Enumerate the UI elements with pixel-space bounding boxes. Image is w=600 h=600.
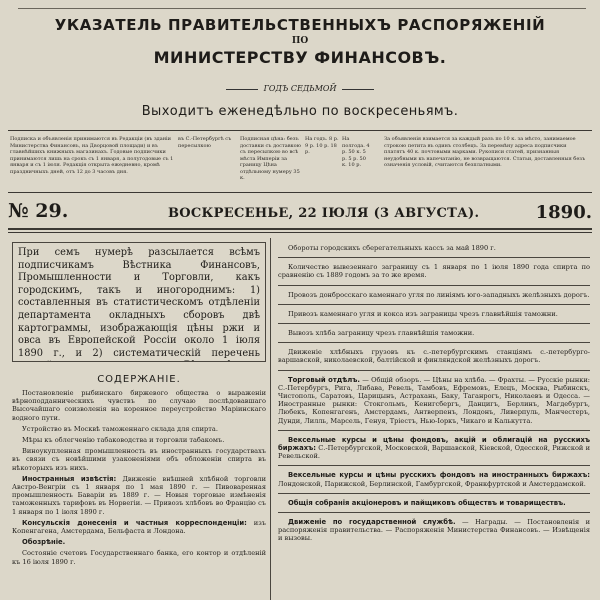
section-rule [278,342,590,343]
right-item-text: Провозъ донбросскаго каменнаго угля по линіямъ юго-западныхъ желѣзныхъ дорогъ. [288,290,590,299]
section-rule [278,285,590,286]
contents-item-text: Движеніе внѣшней хлѣбной торговли Австро-Венгріи съ 1 января по 1 мая 1890 г. — Пивоваренная промышленность Баваріи въ 1889 г. — Новыя торговые измѣненія таможенныхъ тарифовъ въ Норвегіи. — Привозъ хлѣбовъ во Францію съ 1 января по 1 іюля 1890 г. [12,474,266,516]
right-item-text: Вывозъ хлѣба заграницу чрезъ главнѣйшія таможни. [288,329,475,338]
contents-item [12,475,266,516]
issue-date: ВОСКРЕСЕНЬЕ, 22 ІЮЛЯ (3 АВГУСТА). [168,206,480,221]
contents-item [12,436,266,444]
right-item-heading: Вексельные курсы и цѣны фондовъ, акцій и облигацій на русскихъ биржахъ: [278,435,590,453]
rule-below-issue-thin [8,232,592,233]
right-column [278,244,590,547]
contents-item [12,447,266,472]
right-item-heading: Торговый отдѣлъ. [288,375,360,384]
masthead-po: ПО [291,36,309,46]
section-rule [278,323,590,324]
contents-item-heading: Консульскія донесенія и частныя корреспонденціи: [22,518,247,527]
masthead-title: УКАЗАТЕЛЬ ПРАВИТЕЛЬСТВЕННЫХЪ РАСПОРЯЖЕНІЙ [54,16,546,34]
right-item-text: С.-Петербургской, Московской, Варшавской, Кіевской, Одесской, Рижской и Ревельской. [278,444,590,461]
right-item [278,310,590,318]
subscription-block [8,134,592,190]
rule-above-subscription [8,130,592,131]
contents-item [12,425,266,433]
section-rule [278,257,590,258]
advert-terms: За объявленія взимается за каждый разъ по 10 к. за мѣсто, занимаемое строкою петита въ одинъ столбецъ. За перемѣну адреса подписчики платятъ 40 к. почтовыми марками. Рукописи статей, признанныя неудобными къ напечатанію, не возвращаются. Статьи, доставленныя безъ означенія условій, считаются безплатными. [384,136,586,168]
subscription-price-year: На годъ. 8 р. 9 р. 10 р. 18 р. [305,136,339,155]
right-item-text: Количество вывезеннаго заграницу съ 1 января по 1 іюля 1890 года спирта по сравненію съ 1889 годомъ за то же время. [278,263,590,280]
right-item [278,518,590,543]
rule-below-subscription [8,192,592,193]
subscription-price-half: На полгода. 4 р. 50 к. 5 р. 5 р. 50 к. 10 р. [342,136,370,168]
right-item-text: — Общій обзоръ. — Цѣны на хлѣба. — Фрахты. — Русскіе рынки: С.-Петербургъ, Рига, Либава, Ревель, Тамбовъ, Ефремовъ, Елецъ, Москва, Рыбинскъ, Чистополь, Саратовъ, Царицынъ, Астрахань, Баку, Таганрогъ, Николаевъ и Одесса. — Иностранные рынки: Стокгольмъ, Кенигсбергъ, Данцигъ, Берлинъ, Магдебургъ, Любекъ, Копенгагенъ, Амстердамъ, Антверпенъ, Лондонъ, Ливерпуль, Манчестеръ, Дунди, Лилль, Марсель, Генуя, Тріестъ, Нью-Іоркъ, Чикаго и Калькутта. [278,375,590,425]
rule-below-issue [8,228,592,230]
section-rule [278,493,590,494]
masthead-ministry: МИНИСТЕРСТВУ ФИНАНСОВЪ. [153,48,447,67]
right-item-heading: Вексельные курсы и цѣны русскихъ фондовъ на иностранныхъ биржахъ: [288,471,590,480]
right-item [278,376,590,425]
contents-item [12,389,266,422]
issue-line [8,198,592,226]
right-item-heading: Общія собранія акціонеровъ и пайщиковъ обществъ и товариществъ. [288,498,566,507]
section-rule [278,370,590,371]
right-item-text: Привозъ каменнаго угля и кокса изъ заграницы чрезъ главнѣйшія таможни. [288,309,558,318]
right-item [278,329,590,337]
subscription-city: въ С.-Петербургѣ съ пересылкою [178,136,232,149]
right-item [278,471,590,487]
top-rule [18,8,586,9]
column-divider [270,238,271,600]
left-column [12,242,266,569]
section-rule [278,512,590,513]
right-item-text: Движеніе хлѣбныхъ грузовъ къ с.-петербургскимъ станціямъ с.-петербурго-варшавской, николаевской, балтійской и финляндской желѣзныхъ дорогъ. [278,348,590,365]
contents-item-text: изъ Копенгагена, Амстердама, Бельфаста и Лондона. [12,518,266,536]
issue-year: 1890. [535,202,592,223]
right-item-text: — Награды. — Постановленія и распоряженія правительства. — Распоряженія Министерства Финансовъ. — Извѣщенія и вызовы. [278,518,590,543]
contents-list [12,389,266,566]
right-item [278,263,590,279]
section-rule [278,430,590,431]
issue-number: № 29. [8,200,69,222]
right-item [278,291,590,299]
masthead-year: ГОДЪ СЕДЬМОЙ [0,84,600,93]
subscription-price-labels: Подписная цѣна: безъ доставки съ доставкою съ пересылкою во всѣ мѣста Имперіи за границу Цѣна отдѣльному нумеру 35 к. [240,136,302,181]
subscription-info: Подписка и объявленія принимаются въ Редакціи (въ зданіи Министерства Финансовъ, на Дворцовой площади) и въ главнѣйшихъ книжныхъ магазинахъ. Годовые подписчики принимаются лишь на срокъ съ 1 января, а полугодовые съ 1 января и съ 1 іюля. Редакція открыта ежедневно, кромѣ праздничныхъ дней, отъ 12 до 3 часовъ дня. [10,136,174,175]
contents-item-heading: Иностранныя извѣстія: [22,474,117,483]
contents-heading: СОДЕРЖАНІЕ. [97,374,181,385]
section-rule [278,465,590,466]
contents-item-text: Постановленіе рыбинскаго биржевого общества о выраженіи вѣрноподданническихъ чувствъ по случаю послѣдовавшаго Высочайшаго соизволенія на коренное переустройство Маріинскаго водного пути. [12,389,266,422]
contents-item [12,519,266,535]
contents-item [12,549,266,565]
right-item [278,244,590,252]
contents-item-text: Устройство въ Москвѣ таможеннаго склада для спирта. [22,424,218,433]
right-item [278,348,590,364]
contents-item-text: Мѣры къ облегченію табаководства и торговли табакомъ. [22,436,225,445]
right-item-heading: Движеніе по государственной службѣ. [288,518,456,527]
right-item [278,436,590,461]
contents-item-text: Состояніе счетовъ Государственнаго банка, его контор и отдѣленій къ 16 іюля 1890 г. [12,549,266,566]
contents-item-text: Виноукупленная промышленность въ иностранныхъ государствахъ въ связи съ новѣйшими узаконеніями объ обложеніи спирта въ нѣкоторыхъ изъ нихъ. [12,447,266,472]
masthead-weekly: Выходитъ еженедѣльно по воскресеньямъ. [141,104,459,119]
right-item [278,499,590,507]
right-item-text: Лондонской, Парижской, Берлинской, Гамбургской, Франкфуртской и Амстердамской. [278,479,586,488]
supplement-notice: При семъ нумерѣ разсылается всѣмъ подписчикамъ Вѣстника Финансовъ, Промышленности и Торговли, какъ городскимъ, такъ и иногороднимъ: 1) составленныя въ статистическомъ отдѣленіи департамента окладныхъ сборовъ двѣ картограммы, изображающія цѣны ржи и овса въ Европейской Россіи около 1 іюля 1890 г., и 2) систематическій перечень [12,242,266,362]
contents-item [12,538,266,546]
right-item-text: Обороты городскихъ сберегательныхъ кассъ за май 1890 г. [288,244,496,252]
section-rule [278,304,590,305]
contents-item-heading: Обозрѣніе. [22,538,66,547]
